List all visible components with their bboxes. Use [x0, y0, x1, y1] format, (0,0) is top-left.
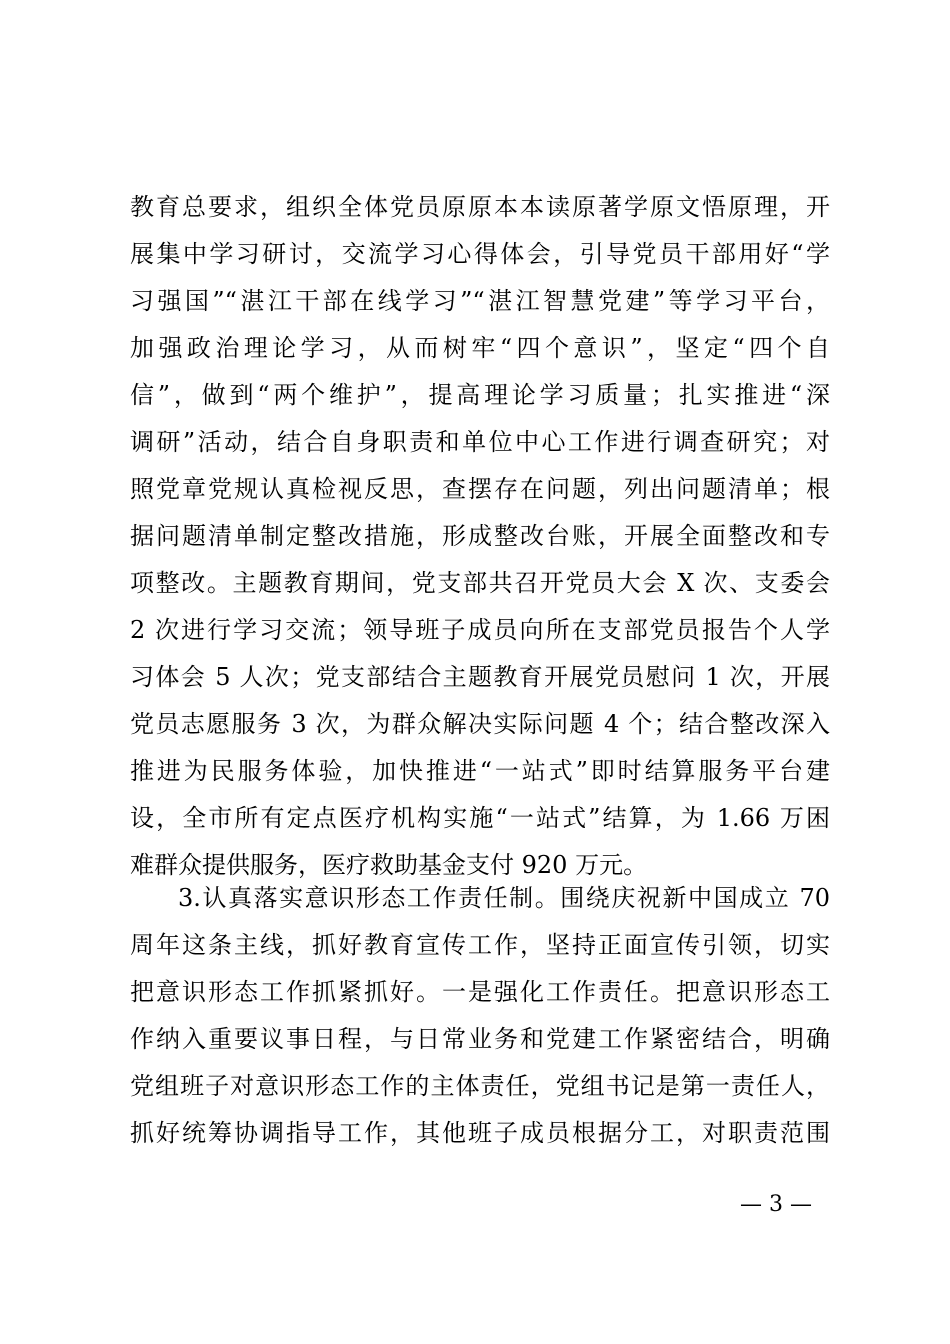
- paragraph-2-line-4: 作纳入重要议事日程，与日常业务和党建工作紧密结合，明确: [130, 1025, 830, 1053]
- paragraph-1-line-1: 教育总要求，组织全体党员原原本本读原著学原文悟原理，开: [130, 193, 830, 221]
- paragraph-1-line-11: 习体会 5 人次；党支部结合主题教育开展党员慰问 1 次，开展: [130, 663, 830, 691]
- page-number: — 3 —: [740, 1192, 812, 1217]
- paragraph-1-line-13: 推进为民服务体验，加快推进“一站式”即时结算服务平台建: [130, 757, 830, 785]
- paragraph-2-line-6: 抓好统筹协调指导工作，其他班子成员根据分工，对职责范围: [130, 1119, 830, 1147]
- paragraph-1-line-10: 2 次进行学习交流；领导班子成员向所在支部党员报告个人学: [130, 616, 830, 644]
- paragraph-2: [130, 875, 830, 1157]
- paragraph-1-line-7: 照党章党规认真检视反思，查摆存在问题，列出问题清单；根: [130, 475, 830, 503]
- paragraph-1-line-2: 展集中学习研讨，交流学习心得体会，引导党员干部用好“学: [130, 240, 830, 268]
- paragraph-1-line-3: 习强国”“湛江干部在线学习”“湛江智慧党建”等学习平台，: [130, 287, 830, 315]
- paragraph-1-line-9: 项整改。主题教育期间，党支部共召开党员大会 X 次、支委会: [130, 569, 830, 597]
- paragraph-1-line-5: 信”，做到“两个维护”，提高理论学习质量；扎实推进“深: [130, 381, 830, 409]
- paragraph-1-line-14: 设，全市所有定点医疗机构实施“一站式”结算，为 1.66 万困: [130, 804, 830, 832]
- paragraph-1-line-8: 据问题清单制定整改措施，形成整改台账，开展全面整改和专: [130, 522, 830, 550]
- paragraph-1-line-6: 调研”活动，结合自身职责和单位中心工作进行调查研究；对: [130, 428, 830, 456]
- paragraph-1-line-15: 难群众提供服务，医疗救助基金支付 920 万元。: [130, 851, 648, 879]
- paragraph-2-line-3: 把意识形态工作抓紧抓好。一是强化工作责任。把意识形态工: [130, 978, 830, 1006]
- paragraph-1: [130, 184, 830, 889]
- paragraph-2-line-2: 周年这条主线，抓好教育宣传工作，坚持正面宣传引领，切实: [130, 931, 830, 959]
- paragraph-2-line-1: 3.认真落实意识形态工作责任制。围绕庆祝新中国成立 70: [178, 884, 830, 912]
- paragraph-1-line-4: 加强政治理论学习，从而树牢“四个意识”，坚定“四个自: [130, 334, 830, 362]
- paragraph-2-line-5: 党组班子对意识形态工作的主体责任，党组书记是第一责任人，: [130, 1072, 830, 1100]
- paragraph-1-line-12: 党员志愿服务 3 次，为群众解决实际问题 4 个；结合整改深入: [130, 710, 830, 738]
